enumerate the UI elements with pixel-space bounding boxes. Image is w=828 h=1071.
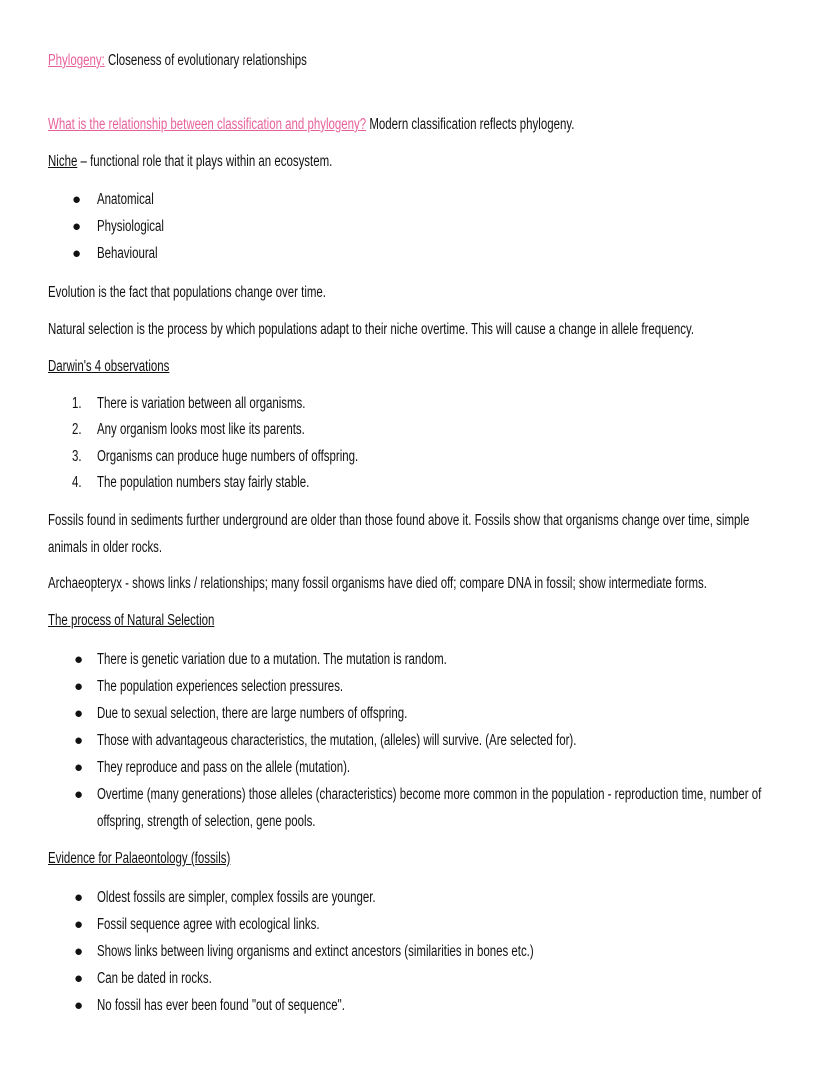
bullet-icon: ● [72, 245, 82, 262]
list-item: There is genetic variation due to a mutation. The mutation is random. [97, 651, 447, 668]
bullet-icon: ● [72, 191, 82, 208]
list-item: There is variation between all organisms. [97, 395, 306, 412]
list-item: Oldest fossils are simpler, complex fossils are younger. [97, 889, 376, 906]
list-item: Overtime (many generations) those alleles (characteristics) become more common in the population - reproduction time, number of offspring, strength of selection, gene pools. [97, 786, 762, 830]
process-heading: The process of Natural Selection [48, 612, 215, 629]
list-number: 2. [72, 421, 82, 438]
list-item: The population numbers stay fairly stable. [97, 474, 310, 491]
phylogeny-term: Phylogeny: [48, 52, 105, 69]
list-item: Fossil sequence agree with ecological links. [97, 916, 320, 933]
bullet-icon: ● [74, 943, 84, 960]
bullet-icon: ● [74, 786, 84, 803]
natural-selection-text: Natural selection is the process by which populations adapt to their niche overtime. This will cause a change in allele frequency. [48, 321, 695, 338]
list-item: Physiological [97, 218, 164, 235]
list-number: 4. [72, 474, 82, 491]
archaeopteryx-text: Archaeopteryx - shows links / relationships; many fossil organisms have died off; compare DNA in fossil; show intermediate forms. [48, 575, 707, 592]
bullet-icon: ● [74, 970, 84, 987]
bullet-icon: ● [74, 678, 84, 695]
phylogeny-definition [48, 51, 307, 71]
list-item: They reproduce and pass on the allele (mutation). [97, 759, 351, 776]
phylogeny-def: Closeness of evolutionary relationships [104, 52, 307, 69]
niche-line [48, 152, 332, 172]
relationship-line [48, 115, 574, 135]
list-item: The population experiences selection pressures. [97, 678, 344, 695]
bullet-icon: ● [74, 759, 84, 776]
list-item: Any organism looks most like its parents. [97, 421, 305, 438]
list-item: Organisms can produce huge numbers of offspring. [97, 448, 359, 465]
niche-def: – functional role that it plays within an ecosystem. [77, 153, 333, 170]
list-item: Anatomical [97, 191, 154, 208]
list-item: Due to sexual selection, there are large numbers of offspring. [97, 705, 408, 722]
list-number: 3. [72, 448, 82, 465]
evidence-heading: Evidence for Palaeontology (fossils) [48, 850, 231, 867]
evolution-text: Evolution is the fact that populations change over time. [48, 284, 326, 301]
list-number: 1. [72, 395, 82, 412]
relationship-question: What is the relationship between classification and phylogeny? [48, 116, 367, 133]
bullet-icon: ● [72, 218, 82, 235]
list-item: Those with advantageous characteristics, the mutation, (alleles) will survive. (Are selected for). [97, 732, 577, 749]
bullet-icon: ● [74, 889, 84, 906]
list-item: Can be dated in rocks. [97, 970, 212, 987]
bullet-icon: ● [74, 997, 84, 1014]
list-item: Behavioural [97, 245, 158, 262]
fossils-text: Fossils found in sediments further underground are older than those found above it. Fossils show that organisms change over time, simple animals in older rocks. [48, 512, 750, 556]
relationship-answer: Modern classification reflects phylogeny. [366, 116, 575, 133]
bullet-icon: ● [74, 732, 84, 749]
list-item: No fossil has ever been found "out of sequence". [97, 997, 345, 1014]
list-item: Shows links between living organisms and extinct ancestors (similarities in bones etc.) [97, 943, 534, 960]
niche-term: Niche [48, 153, 78, 170]
darwin-heading: Darwin's 4 observations [48, 358, 170, 375]
bullet-icon: ● [74, 705, 84, 722]
bullet-icon: ● [74, 916, 84, 933]
bullet-icon: ● [74, 651, 84, 668]
